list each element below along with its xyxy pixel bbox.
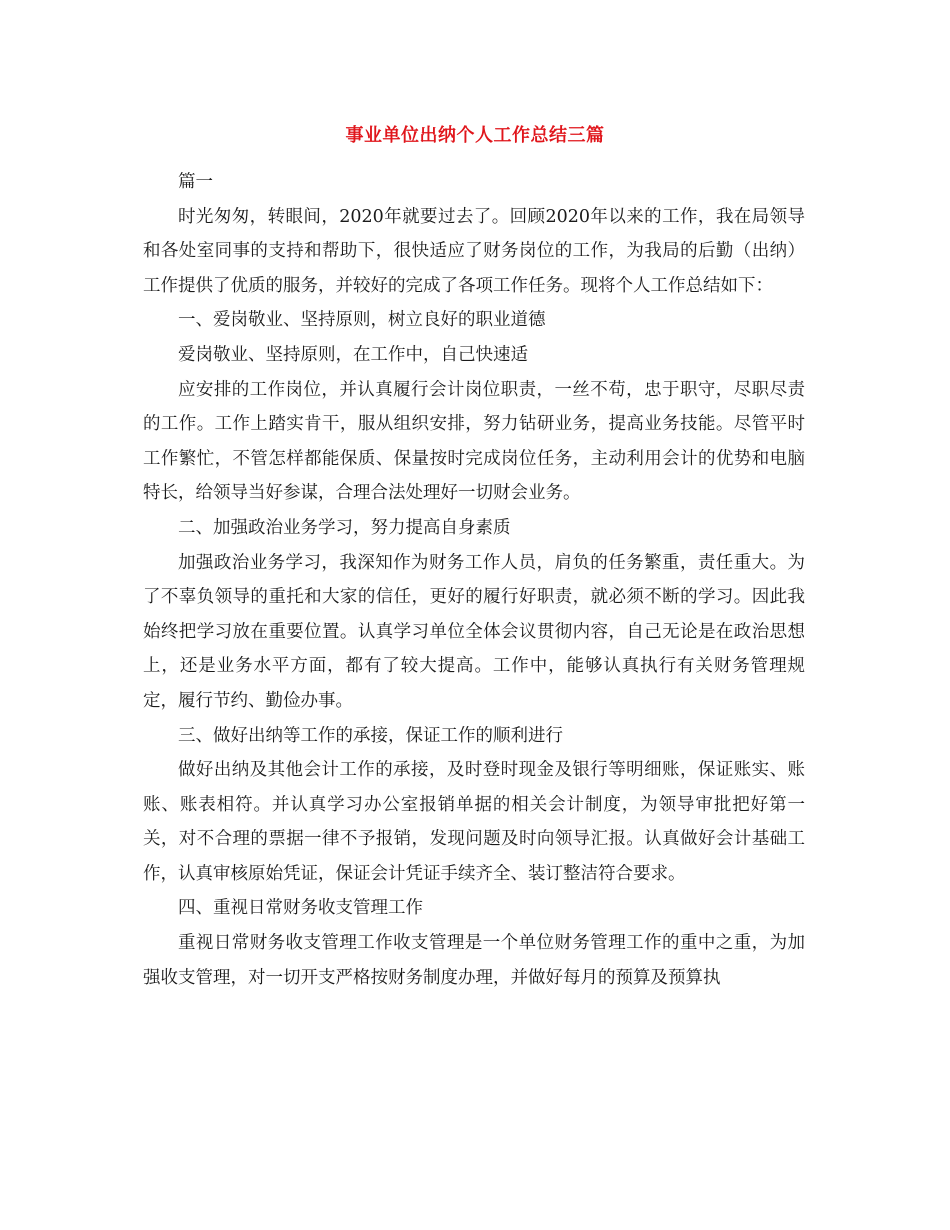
paragraph: 重视日常财务收支管理工作收支管理是一个单位财务管理工作的重中之重，为加强收支管理，对一切开支严格按财务制度办理，并做好每月的预算及预算执	[143, 933, 805, 988]
paragraph: 加强政治业务学习，我深知作为财务工作人员，肩负的任务繁重，责任重大。为了不辜负领导的重托和大家的信任，更好的履行好职责，就必须不断的学习。因此我始终把学习放在重要位置。认真学习单位全体会议贯彻内容，自己无论是在政治思想上，还是业务水平方面，都有了较大提高。工作中，能够认真执行有关财务管理规定，履行节约、勤俭办事。	[143, 552, 805, 711]
paragraph: 做好出纳及其他会计工作的承接，及时登时现金及银行等明细账，保证账实、账账、账表相符。并认真学习办公室报销单据的相关会计制度，为领导审批把好第一关，对不合理的票据一律不予报销，发现问题及时向领导汇报。认真做好会计基础工作，认真审核原始凭证，保证会计凭证手续齐全、装订整洁符合要求。	[143, 760, 805, 884]
paragraph: 爱岗敬业、坚持原则，在工作中，自己快速适	[178, 344, 528, 365]
heading-section-4: 四、重视日常财务收支管理工作	[178, 898, 423, 919]
heading-section-1: 一、爱岗敬业、坚持原则，树立良好的职业道德	[178, 310, 546, 331]
heading-section-3: 三、做好出纳等工作的承接，保证工作的顺利进行	[178, 725, 563, 746]
document-title: 事业单位出纳个人工作总结三篇	[345, 125, 605, 146]
paragraph: 应安排的工作岗位，并认真履行会计岗位职责，一丝不苟，忠于职守，尽职尽责的工作。工作上踏实肯干，服从组织安排，努力钻研业务，提高业务技能。尽管平时工作繁忙，不管怎样都能保质、保量按时完成岗位任务，主动利用会计的优势和电脑特长，给领导当好参谋，合理合法处理好一切财会业务。	[143, 379, 805, 504]
heading-section-2: 二、加强政治业务学习，努力提高自身素质	[178, 517, 511, 538]
document-body	[143, 165, 805, 995]
paragraph-intro: 时光匆匆，转眼间，2020年就要过去了。回顾2020年以来的工作，我在局领导和各处室同事的支持和帮助下，很快适应了财务岗位的工作，为我局的后勤（出纳）工作提供了优质的服务，并较好的完成了各项工作任务。现将个人工作总结如下：	[143, 206, 805, 296]
paragraph-section-label: 篇一	[178, 172, 213, 192]
